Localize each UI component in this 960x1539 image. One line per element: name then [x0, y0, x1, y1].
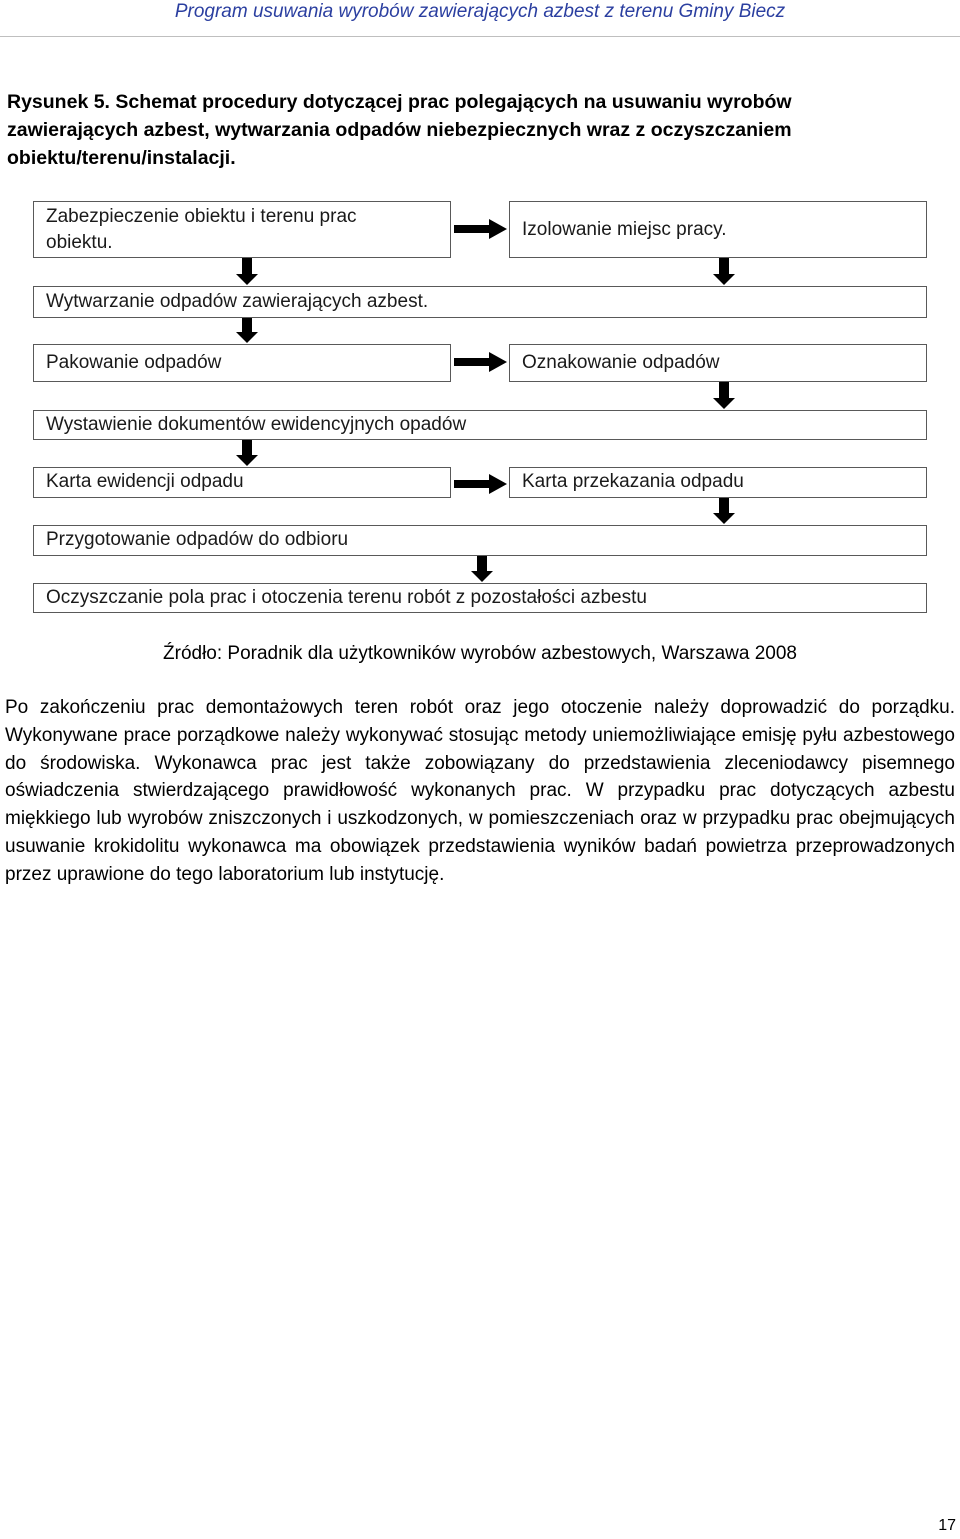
figure-source: Źródło: Poradnik dla użytkowników wyrobów azbestowych, Warszawa 2008: [163, 643, 797, 664]
step-generating-waste: [33, 286, 927, 318]
step-record-card-label: Karta ewidencji odpadu: [46, 471, 244, 492]
arrow-right-icon: [451, 217, 509, 241]
step-securing-label: Zabezpieczenie obiektu i terenu prac obiektu.: [46, 206, 357, 253]
body-paragraph: Po zakończeniu prac demontażowych teren robót oraz jego otoczenie należy doprowadzić do porządku. Wykonywane prace porządkowe należy wykonywać stosując metody uniemożliwiające emisję pyłu azbestowego do środowiska. Wykonawca prac jest także zobowiązany do przedstawienia zleceniodawcy pisemnego oświadczenia stwierdzającego prawidłowość wykonanych prac. W przypadku prac dotyczących azbestu miękkiego lub wyrobów zniszczonych i uszkodzonych, w pomieszczeniach oraz w przypadku prac obejmujących usuwanie krokidolitu wykonawca ma obowiązek przedstawienia wyników badań powietrza przeprowadzonych przez uprawione do tego laboratorium lub instytucję.: [5, 697, 955, 885]
page-number: 17: [938, 1517, 956, 1534]
arrow-right-icon: [451, 472, 509, 496]
arrow-down-icon: [712, 498, 736, 525]
step-issuing-documents: [33, 410, 927, 440]
arrow-down-icon: [712, 258, 736, 286]
step-packing-waste: [33, 344, 451, 382]
step-issuing-documents-label: Wystawienie dokumentów ewidencyjnych opadów: [46, 414, 467, 435]
step-preparing-pickup: [33, 525, 927, 556]
step-isolating: [509, 201, 927, 258]
figure-caption: Rysunek 5. Schemat procedury dotyczącej prac polegających na usuwaniu wyrobów zawierających azbest, wytwarzania odpadów niebezpiecznych wraz z oczyszczaniem obiektu/terenu/instalacji.: [7, 91, 792, 169]
step-labeling-waste: [509, 344, 927, 382]
step-record-card: [33, 467, 451, 498]
step-isolating-label: Izolowanie miejsc pracy.: [522, 219, 727, 240]
step-labeling-waste-label: Oznakowanie odpadów: [522, 352, 720, 373]
running-header: [0, 0, 960, 37]
step-packing-waste-label: Pakowanie odpadów: [46, 352, 222, 373]
arrow-right-icon: [451, 350, 509, 374]
arrow-down-icon: [470, 556, 494, 583]
arrow-down-icon: [235, 318, 259, 344]
running-header-title: Program usuwania wyrobów zawierających azbest z terenu Gminy Biecz: [174, 1, 786, 22]
step-generating-waste-label: Wytwarzanie odpadów zawierających azbest.: [46, 291, 429, 312]
step-transfer-card: [509, 467, 927, 498]
step-transfer-card-label: Karta przekazania odpadu: [522, 471, 744, 492]
arrow-down-icon: [235, 440, 259, 467]
step-cleaning-area-label: Oczyszczanie pola prac i otoczenia terenu robót z pozostałości azbestu: [46, 587, 647, 608]
arrow-down-icon: [235, 258, 259, 286]
step-securing: [33, 201, 451, 258]
step-cleaning-area: [33, 583, 927, 613]
arrow-down-icon: [712, 382, 736, 410]
step-preparing-pickup-label: Przygotowanie odpadów do odbioru: [46, 529, 349, 550]
